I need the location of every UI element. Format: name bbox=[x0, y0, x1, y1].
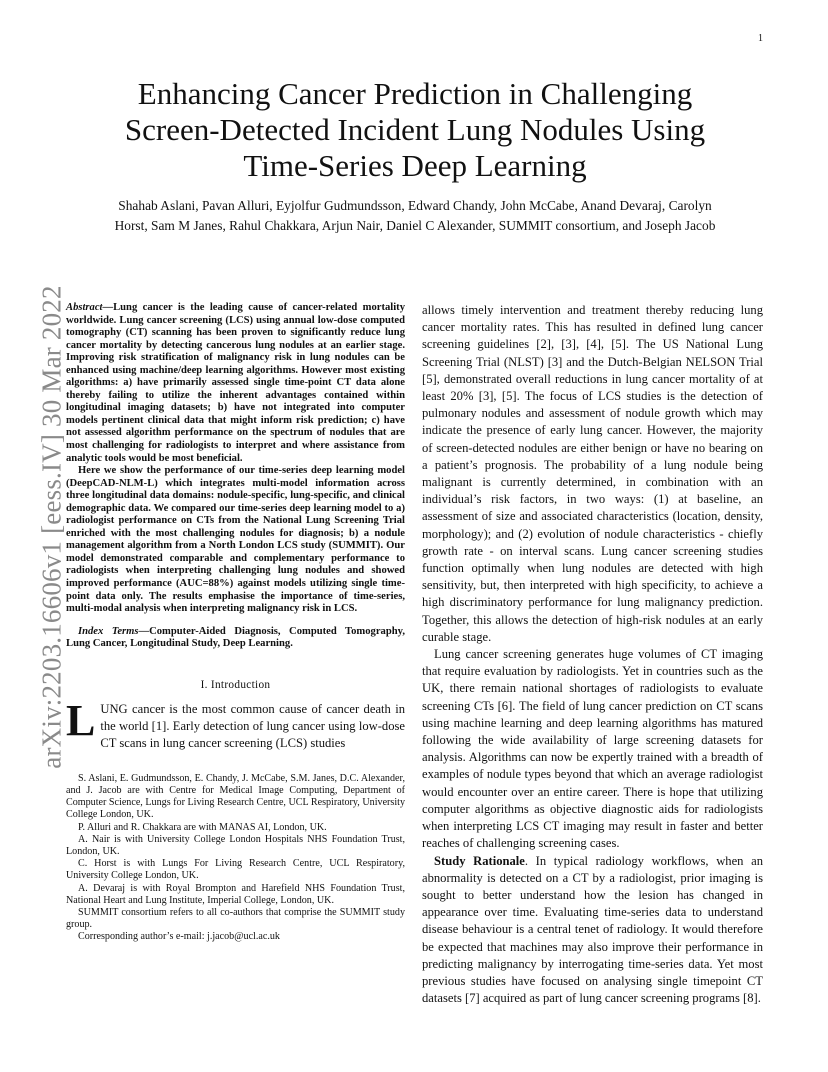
footnote: A. Devaraj is with Royal Brompton and Harefield NHS Foundation Trust, National Heart and Lung Institute, Imperial College, London, UK. bbox=[66, 882, 405, 906]
section-heading: I. Introduction bbox=[200, 678, 271, 691]
footnote: SUMMIT consortium refers to all co-authors that comprise the SUMMIT study group. bbox=[66, 907, 405, 931]
left-column bbox=[66, 302, 405, 944]
right-column bbox=[422, 302, 763, 1007]
abstract-label: Abstract bbox=[66, 302, 103, 313]
drop-cap: L bbox=[66, 695, 96, 745]
study-rationale-label: Study Rationale bbox=[434, 853, 525, 868]
footnote: Corresponding author’s e-mail: j.jacob@ucl.ac.uk bbox=[78, 931, 280, 943]
intro-paragraph bbox=[66, 695, 405, 752]
index-terms bbox=[66, 626, 405, 651]
title-line: Enhancing Cancer Prediction in Challenging bbox=[137, 76, 693, 111]
footnote: P. Alluri and R. Chakkara are with MANAS AI, London, UK. bbox=[78, 821, 327, 833]
study-rationale-text: . In typical radiology workflows, when an abnormality is detected on a CT by a radiologist, prior imaging is sought to better understand how the lesion has changed in appearance over time. Evaluating time-series data to understand disease behaviour is a central tenet of radiology. It would therefore be expected that machines may also improve their performance in predicting malignancy by interrogating time-series data. Yet most previous studies have focused on analysing single timepoint CT datasets [7] acquired as part of lung cancer screening programs [8]. bbox=[422, 853, 763, 1006]
title-line: Time-Series Deep Learning bbox=[243, 148, 587, 183]
author-list bbox=[60, 196, 770, 236]
author-line: Shahab Aslani, Pavan Alluri, Eyjolfur Gudmundsson, Edward Chandy, John McCabe, Anand Devaraj, Carolyn bbox=[118, 198, 712, 213]
index-terms-text: —Computer-Aided Diagnosis, Computed Tomography, Lung Cancer, Longitudinal Study, Deep Learning. bbox=[66, 625, 405, 650]
body-paragraph bbox=[422, 853, 763, 1008]
author-line: Horst, Sam M Janes, Rahul Chakkara, Arjun Nair, Daniel C Alexander, SUMMIT consortium, and Joseph Jacob bbox=[114, 218, 716, 233]
abstract bbox=[66, 302, 405, 616]
intro-text: UNG cancer is the most common cause of cancer death in the world [1]. Early detection of lung cancer using low-dose CT scans in lung cancer screening (LCS) studies bbox=[100, 701, 405, 750]
footnote: S. Aslani, E. Gudmundsson, E. Chandy, J. McCabe, S.M. Janes, D.C. Alexander, and J. Jacob are with Centre for Medical Image Computing, Department of Computer Science, Lungs for Living Research Centre, UCL Respiratory, University College London, UK. bbox=[66, 772, 405, 821]
footnotes bbox=[66, 773, 405, 944]
index-terms-label: Index Terms bbox=[78, 625, 139, 637]
footnote: C. Horst is with Lungs For Living Research Centre, UCL Respiratory, University College London, UK. bbox=[66, 858, 405, 882]
page-number: 1 bbox=[758, 33, 763, 44]
abstract-text: —Lung cancer is the leading cause of cancer-related mortality worldwide. Lung cancer screening (LCS) using annual low-dose computed tomography (CT) scanning has been proven to significantly reduce lung cancer mortality by detecting cancerous lung nodules at an earlier stage. Improving risk stratification of malignancy risk in lung nodules can be enhanced using machine/deep learning algorithms. However most existing algorithms: a) have primarily assessed single time-point CT data alone thereby failing to utilize the inherent advantages contained within longitudinal imaging datasets; b) have not integrated into computer models pertinent clinical data that might inform risk prediction; c) have not assessed algorithm performance on the spectrum of nodules that are most challenging for radiologists to interpret and where assistance from analytic tools would be most beneficial. bbox=[66, 302, 405, 464]
body-paragraph: Lung cancer screening generates huge volumes of CT imaging that require evaluation by radiologists. Yet in countries such as the UK, there remain national shortages of radiologists to evaluate screening CTs [6]. The field of lung cancer prediction on CT scans using machine learning and deep learning algorithms has matured following the wide availability of large screening datasets for analysis. Algorithms can now be expertly trained with a breadth of examples of nodule types beyond that which an average radiologist would encounter over an entire career. There is hope that utilizing computer algorithms as objective diagnostic aids for radiologists when interpreting LCS CT imaging may result in faster and better reaches of challenging screening cases. bbox=[422, 647, 763, 851]
abstract-paragraph: Here we show the performance of our time-series deep learning model (DeepCAD-NLM-L) which integrates multi-model information across three longitudinal data domains: nodule-specific, lung-specific, and clinical demographic data. We compared our time-series deep learning model to a) radiologist performance on CTs from the National Lung Screening Trial enriched with the most challenging nodules for diagnosis; b) a nodule management algorithm from a North London LCS study (SUMMIT). Our model demonstrated comparable and complementary performance to radiologists when interpreting challenging lung nodules and showed improved performance (AUC=88%) against models utilizing single time-point data only. The results emphasise the importance of time-series, multi-modal analysis when interpreting malignancy risk in LCS. bbox=[66, 465, 405, 615]
body-paragraph: allows timely intervention and treatment thereby reducing lung cancer mortality rates. This has resulted in defined lung cancer screening guidelines [2], [3], [4], [5]. The US National Lung Screening Trial (NLST) [3] and the Dutch-Belgian NELSON Trial [5], demonstrated overall reductions in lung cancer mortality of at least 20% [3], [5]. The focus of LCS studies is the detection of pulmonary nodules and assessment of nodule growth which may indicate the presence of early lung cancer. However, the majority of screen-detected nodules are either benign or have no bearing on a patient’s prognosis. The probability of a lung nodule being malignant is currently determined, in combination with an individual’s risk factors, in two ways: (1) at baseline, an assessment of size and associated characteristics (location, density, morphology); and (2) evolution of nodule characteristics - chiefly growth rate - on interval scans. Lung cancer screening studies function optimally when lung nodules are detected with high sensitivity, but, then interpreted with high specificity, to achieve a high discriminatory performance for lung malignancy prediction. Together, this allows the detection of high-risk nodules at an early curable stage. bbox=[422, 303, 763, 644]
abstract-paragraph bbox=[66, 302, 405, 465]
arxiv-stamp: arXiv:2203.16606v1 [eess.IV] 30 Mar 2022 bbox=[36, 285, 67, 769]
paper-title bbox=[60, 76, 770, 184]
title-line: Screen-Detected Incident Lung Nodules Using bbox=[124, 112, 706, 147]
footnote: A. Nair is with University College London Hospitals NHS Foundation Trust, London, UK. bbox=[66, 833, 405, 857]
